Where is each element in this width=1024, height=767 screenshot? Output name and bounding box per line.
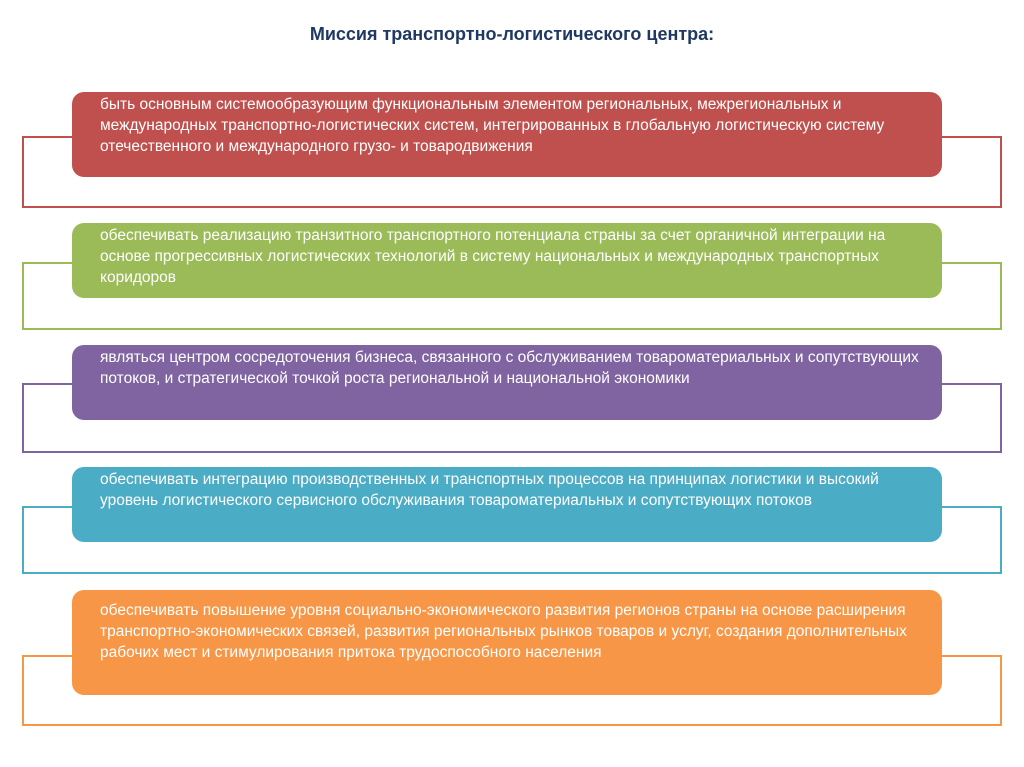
page-title: Миссия транспортно-логистического центра: (309, 24, 715, 44)
mission-item-4 (72, 467, 942, 542)
mission-item-2 (72, 223, 942, 298)
mission-item-5-text: обеспечивать повышение уровня социально-экономического развития регионов страны на основе расширения транспортно-экономических связей, развития региональных рынков товаров и услуг, создания дополнительных рабочих мест и стимулирования притока трудоспособного населения (100, 602, 907, 661)
mission-item-3 (72, 345, 942, 420)
mission-item-3-text: являться центром сосредоточения бизнеса, связанного с обслуживанием товароматериальных и сопутствующих потоков, и стратегической точкой роста региональной и национальной экономики (100, 349, 919, 387)
mission-item-1 (72, 92, 942, 177)
mission-item-4-text: обеспечивать интеграцию производственных и транспортных процессов на принципах логистики и высокий уровень логистического сервисного обслуживания товароматериальных и сопутствующих потоков (100, 471, 879, 509)
mission-item-2-text: обеспечивать реализацию транзитного транспортного потенциала страны за счет органичной интеграции на основе прогрессивных логистических технологий в систему национальных и международных транспортных коридоров (100, 227, 886, 286)
mission-item-5 (72, 590, 942, 695)
mission-item-1-text: быть основным системообразующим функциональным элементом региональных, межрегиональных и международных транспортно-логистических систем, интегрированных в глобальную логистическую систему отечественного и международного грузо- и товародвижения (100, 96, 885, 155)
